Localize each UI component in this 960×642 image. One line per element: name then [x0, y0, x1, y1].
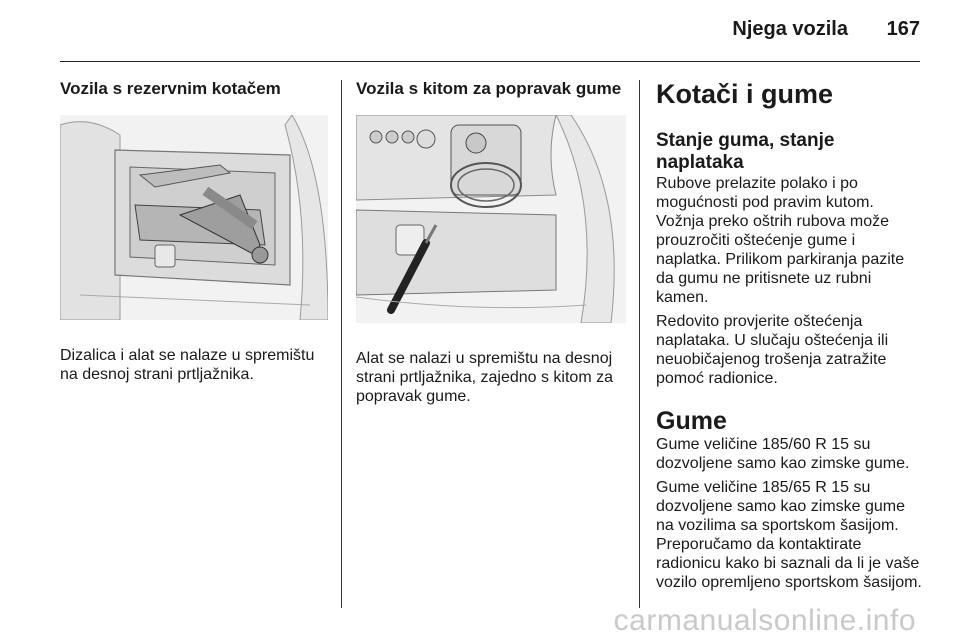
paragraph-tyres-1: Gume veličine 185/60 R 15 su dozvoljene samo kao zimske gume. — [656, 436, 910, 472]
paragraph-tyres-2: Gume veličine 185/65 R 15 su dozvoljene samo kao zimske gume na vozilima sa sportskom šasijom. Preporučamo da kontaktirate radionicu kako bi saznali da li je vaše vozilo opremljeno sportskom šasijom. — [656, 479, 922, 591]
section-heading-repair-kit: Vozila s kitom za popravak gume — [356, 79, 622, 98]
header-rule — [60, 61, 920, 62]
page-number: 167 — [886, 18, 920, 40]
column-divider-2 — [639, 80, 640, 608]
column-divider-1 — [341, 80, 342, 608]
section-heading-tyre-condition: Stanje guma, stanje naplataka — [656, 130, 835, 173]
section-heading-spare-wheel: Vozila s rezervnim kotačem — [60, 79, 281, 98]
column-repair-kit — [356, 78, 628, 406]
chapter-title: Kotači i gume — [656, 79, 834, 109]
watermark: carmanualsonline.info — [613, 604, 916, 637]
figure-jack-tools — [60, 115, 328, 320]
caption-spare-wheel: Dizalica i alat se nalaze u spremištu na desnoj strani prtljažnika. — [60, 347, 315, 383]
paragraph-tyre-condition-2: Redovito provjerite oštećenja naplataka. U slučaju oštećenja ili neuobičajenog trošenja zatražite pomoć radionice. — [656, 313, 889, 387]
section-heading-tyres: Gume — [656, 407, 727, 435]
figure-repair-kit — [356, 115, 626, 323]
page-header — [0, 0, 960, 64]
column-wheels-tyres — [656, 78, 924, 592]
caption-repair-kit: Alat se nalazi u spremištu na desnoj strani prtljažnika, zajedno s kitom za popravak gume. — [356, 350, 613, 405]
column-spare-wheel — [60, 78, 330, 384]
paragraph-tyre-condition-1: Rubove prelazite polako i po mogućnosti pod pravim kutom. Vožnja preko oštrih rubova može prouzročiti oštećenje gume i naplatka. Prilikom parkiranja pazite da gumu ne pritisnete uz rubni kamen. — [656, 175, 905, 306]
header-title: Njega vozila — [732, 18, 848, 40]
